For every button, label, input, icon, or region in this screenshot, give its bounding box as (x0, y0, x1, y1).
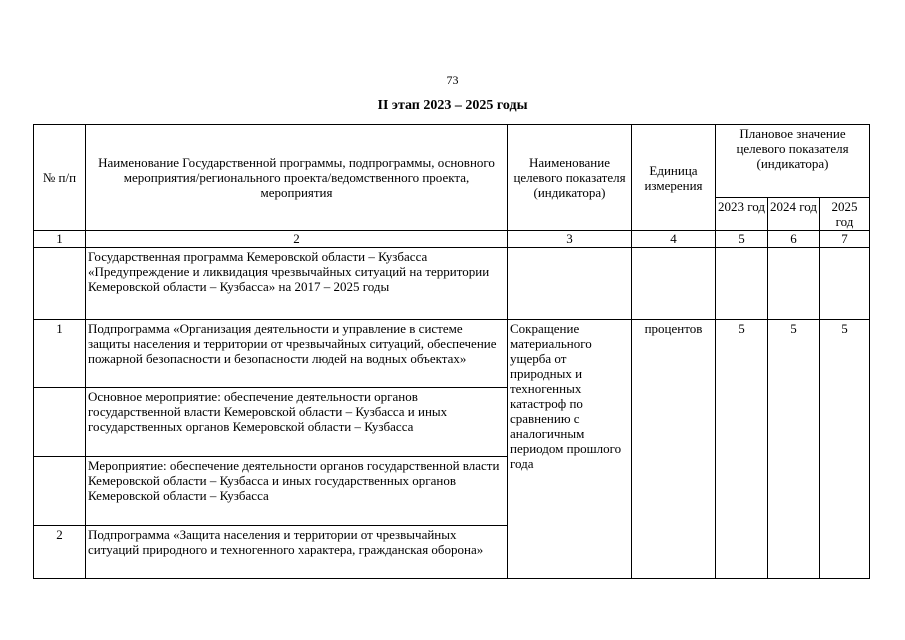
stage-title: II этап 2023 – 2025 годы (377, 98, 528, 113)
column-number: 6 (768, 231, 820, 248)
table-row (34, 248, 870, 320)
header-unit: Единица измерения (632, 125, 716, 231)
value-2023: 5 (716, 320, 768, 579)
row-name: Основное мероприятие: обеспечение деятельности органов государственной власти Кемеровской области – Кузбасса и иных государственных органов Кемеровской области – Кузбасса (86, 388, 508, 457)
row-name: Мероприятие: обеспечение деятельности органов государственной власти Кемеровской области – Кузбасса и иных государственных органов Кемеровской области – Кузбасса (86, 457, 508, 526)
value-2024: 5 (768, 320, 820, 579)
column-number: 5 (716, 231, 768, 248)
row-name: Государственная программа Кемеровской области – Кузбасса «Предупреждение и ликвидация чрезвычайных ситуаций на территории Кемеровской области – Кузбасса» на 2017 – 2025 годы (86, 248, 508, 320)
row-num (34, 248, 86, 320)
column-numbers-row (34, 231, 870, 248)
page-number: 73 (446, 73, 459, 87)
table-row (34, 320, 870, 388)
column-number: 3 (508, 231, 632, 248)
row-num (34, 388, 86, 457)
header-year-2023: 2023 год (716, 198, 768, 231)
value-2025: 5 (820, 320, 870, 579)
header-planned: Плановое значение целевого показателя (индикатора) (716, 125, 870, 198)
header-name: Наименование Государственной программы, подпрограммы, основного мероприятия/регионального проекта/ведомственного проекта, мероприятия (86, 125, 508, 231)
row-name: Подпрограмма «Защита населения и территории от чрезвычайных ситуаций природного и техногенного характера, гражданская оборона» (86, 526, 508, 579)
column-number: 4 (632, 231, 716, 248)
indicator-table (33, 124, 870, 579)
row-num: 2 (34, 526, 86, 579)
header-indicator: Наименование целевого показателя (индикатора) (508, 125, 632, 231)
column-number: 7 (820, 231, 870, 248)
header-year-2024: 2024 год (768, 198, 820, 231)
header-year-2025: 2025 год (820, 198, 870, 231)
row-num: 1 (34, 320, 86, 388)
row-name: Подпрограмма «Организация деятельности и управление в системе защиты населения и территории от чрезвычайных ситуаций, обеспечение пожарной безопасности и безопасности людей на водных объектах» (86, 320, 508, 388)
column-number: 1 (34, 231, 86, 248)
unit-cell: процентов (632, 320, 716, 579)
row-num (34, 457, 86, 526)
header-num: № п/п (34, 125, 86, 231)
column-number: 2 (86, 231, 508, 248)
indicator-cell: Сокращение материального ущерба от природных и техногенных катастроф по сравнению с аналогичным периодом прошлого года (508, 320, 632, 579)
